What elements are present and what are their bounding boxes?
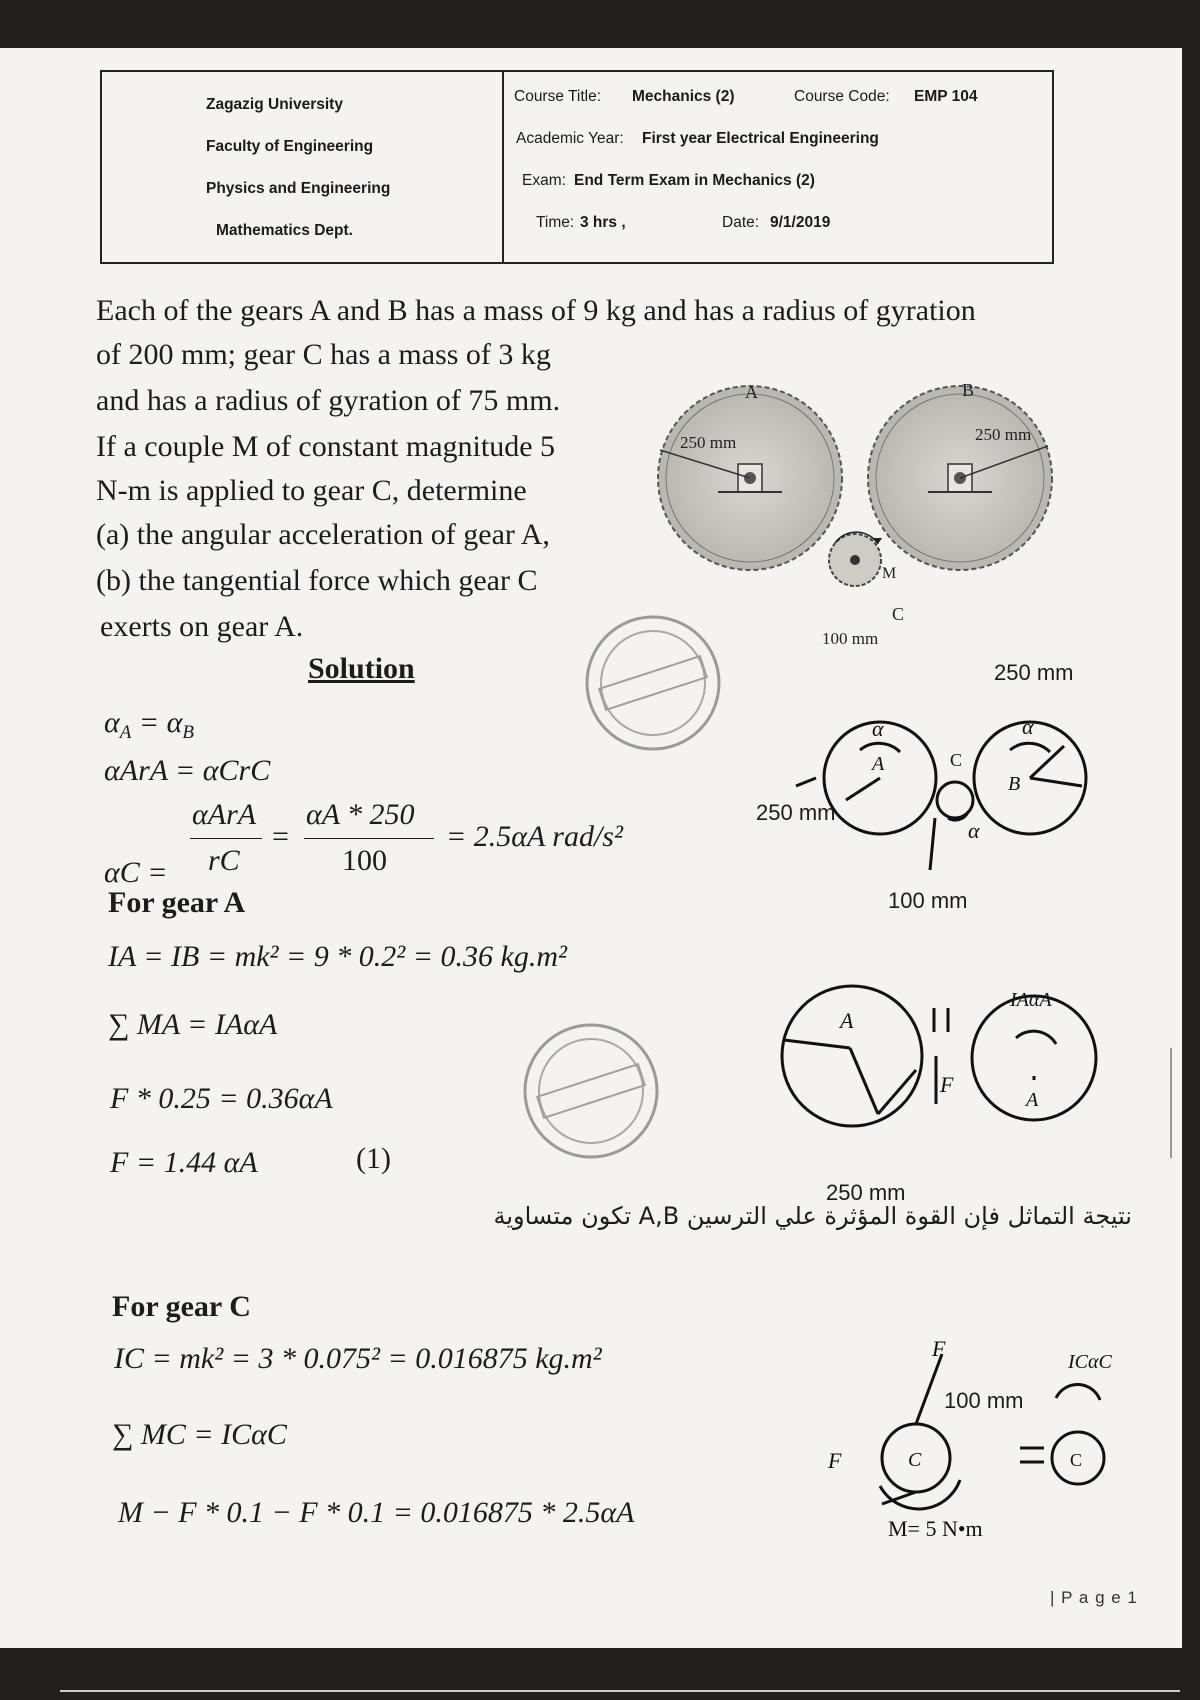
sketch2-rhs-label: IAαA <box>1010 989 1052 1011</box>
sketch2-force: F <box>940 1072 954 1097</box>
eq-pitch-velocity: αArA = αCrC <box>104 754 271 787</box>
eq-inertia-a: IA = IB = mk² = 9 * 0.2² = 0.36 kg.m² <box>108 940 568 973</box>
right-margin-line <box>1170 1048 1172 1158</box>
sketch1-label-a: A <box>872 753 885 775</box>
sketch3-force-left: F <box>828 1448 842 1473</box>
course-code: EMP 104 <box>914 88 978 105</box>
page-number: | P a g e 1 <box>1050 1588 1138 1607</box>
problem-line7: (b) the tangential force which gear C <box>96 564 538 597</box>
eq1-sub2: B <box>182 722 194 743</box>
sketch1-alpha-c: α <box>968 818 980 843</box>
eq1-sub1: A <box>119 722 132 743</box>
eq-moment-sum-a: ∑ MA = IAαA <box>108 1008 278 1041</box>
sketch-gear-c-fbd <box>820 1338 1120 1538</box>
gear-a-label: A <box>745 382 758 402</box>
problem-line8: exerts on gear A. <box>100 610 304 643</box>
sketch1-alpha-b: α <box>1022 714 1034 739</box>
problem-line5: N-m is applied to gear C, determine <box>96 474 527 507</box>
course-title: Mechanics (2) <box>632 88 735 105</box>
sketch1-left-dim: 250 mm <box>756 800 836 825</box>
sketch2-label-a: A <box>840 1008 854 1033</box>
sketch1-alpha-a: α <box>872 716 884 741</box>
sketch1-label-c: C <box>950 750 963 770</box>
sketch3-force-top: F <box>932 1338 946 1361</box>
gear-a-radius: 250 mm <box>680 433 737 452</box>
eq3-lhs: αC = <box>104 856 168 889</box>
eq1-mid: = α <box>131 706 183 739</box>
sketch3-center: C <box>908 1449 922 1471</box>
gear-c <box>829 532 882 586</box>
gear-c-heading: For gear C <box>112 1290 251 1323</box>
university-name: Zagazig University <box>206 96 343 113</box>
sketch-gear-system <box>760 668 1090 888</box>
time-value: 3 hrs , <box>580 214 626 231</box>
problem-line1: Each of the gears A and B has a mass of 9 kg and has a radius of gyration <box>96 294 976 327</box>
time-label: Time: <box>536 214 575 231</box>
sketch2-dim: 250 mm <box>826 1180 906 1205</box>
fraction-bar-1 <box>190 838 262 839</box>
solution-heading: Solution <box>308 652 415 685</box>
sketch1-label-b: B <box>1008 773 1021 795</box>
eq3-frac2-num: αA * 250 <box>306 798 415 831</box>
sketch1-bottom-dim: 100 mm <box>888 888 968 913</box>
gear-c-radius: 100 mm <box>822 629 879 648</box>
problem-line2: of 200 mm; gear C has a mass of 3 kg <box>96 338 551 371</box>
department-line2: Mathematics Dept. <box>216 222 353 239</box>
gear-train-figure <box>650 338 1090 648</box>
sketch3-rhs-label: ICαC <box>1068 1351 1112 1373</box>
problem-line4: If a couple M of constant magnitude 5 <box>96 430 556 463</box>
academic-year-label: Academic Year: <box>516 130 624 147</box>
eq-inertia-c: IC = mk² = 3 * 0.075² = 0.016875 kg.m² <box>114 1342 602 1375</box>
gear-c-label: C <box>892 604 905 624</box>
watermark-stamp-2 <box>516 1016 666 1166</box>
gear-a-heading: For gear A <box>108 886 246 919</box>
exam-sheet <box>0 48 1182 1648</box>
exam-header <box>100 70 1054 264</box>
eq-moment-sum-c: ∑ MC = ICαC <box>112 1418 287 1451</box>
watermark-stamp-1 <box>578 608 728 758</box>
gear-b-label: B <box>962 380 975 400</box>
course-title-label: Course Title: <box>514 88 602 105</box>
eq-moment-c-expanded: M − F * 0.1 − F * 0.1 = 0.016875 * 2.5αA <box>118 1496 635 1529</box>
eq3-frac1-den: rC <box>208 844 240 877</box>
department-line1: Physics and Engineering <box>206 180 391 197</box>
fraction-bar-2 <box>304 838 434 839</box>
eq-force-a: F * 0.25 = 0.36αA <box>110 1082 333 1115</box>
gear-b <box>868 386 1052 570</box>
eq3-rhs: = 2.5αA rad/s² <box>446 820 623 853</box>
faculty-name: Faculty of Engineering <box>206 138 374 155</box>
eq-alpha-a-equals-alpha-b <box>104 706 194 744</box>
sketch3-rhs-center: C <box>1070 1450 1083 1470</box>
eq-force-result: F = 1.44 αA <box>110 1146 258 1179</box>
date-label: Date: <box>722 214 760 231</box>
course-code-label: Course Code: <box>794 88 890 105</box>
sketch-gear-a-fbd <box>770 968 1120 1168</box>
date-value: 9/1/2019 <box>770 214 831 231</box>
sketch3-dim: 100 mm <box>944 1388 1024 1413</box>
academic-year: First year Electrical Engineering <box>642 130 879 147</box>
eq3-equals: = <box>272 820 289 853</box>
problem-line6: (a) the angular acceleration of gear A, <box>96 518 550 551</box>
gear-a <box>658 386 842 570</box>
eq3-frac1-num: αArA <box>192 798 257 831</box>
gear-b-radius: 250 mm <box>975 425 1032 444</box>
exam-name: End Term Exam in Mechanics (2) <box>574 172 815 189</box>
couple-label: M <box>882 565 897 582</box>
eq3-frac2-den: 100 <box>342 844 387 877</box>
symmetry-note: نتيجة التماثل فإن القوة المؤثرة علي الترسين A,B تكون متساوية <box>493 1202 1132 1230</box>
sketch2-rhs-letter: A <box>1026 1089 1039 1111</box>
sketch3-moment: M= 5 N•m <box>888 1516 983 1538</box>
header-divider <box>502 72 504 262</box>
problem-line3: and has a radius of gyration of 75 mm. <box>96 384 561 417</box>
bottom-edge-line <box>60 1690 1180 1692</box>
exam-label: Exam: <box>522 172 566 189</box>
sketch1-top-dim: 250 mm <box>994 660 1074 685</box>
eq-tag-1: (1) <box>356 1142 391 1175</box>
eq1-lhs: α <box>104 706 120 739</box>
